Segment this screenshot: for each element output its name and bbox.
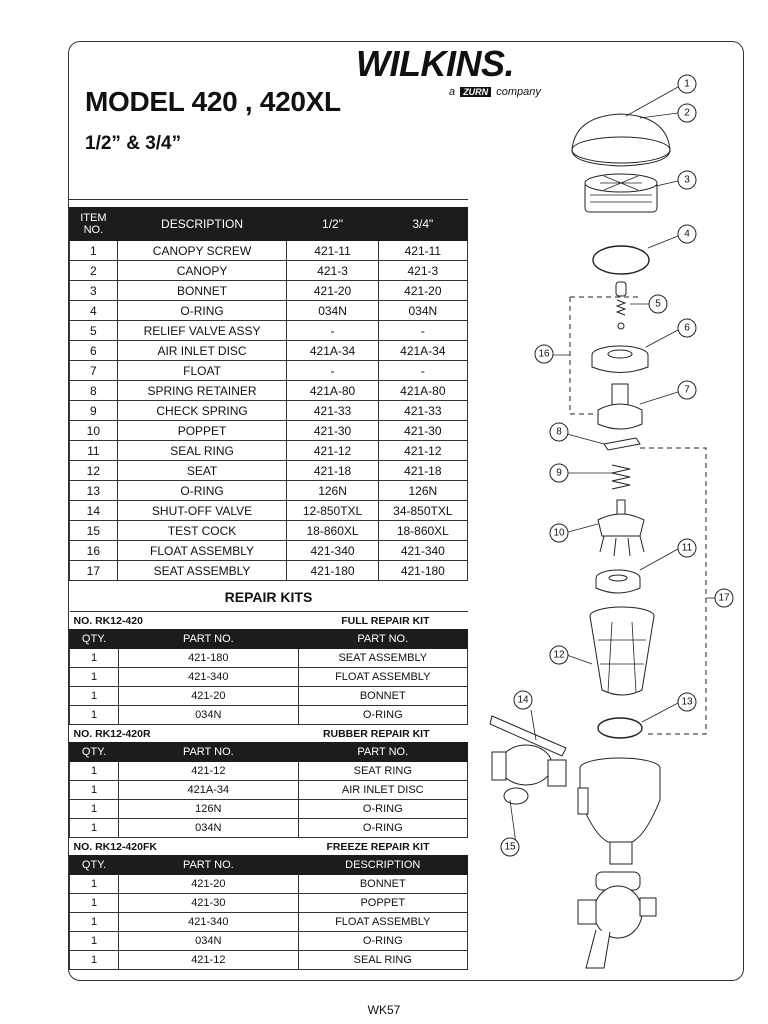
half-inch-part-cell: 421-340 <box>287 541 378 561</box>
three-quarter-part-cell: 421A-34 <box>378 341 467 361</box>
three-quarter-part-cell: 421-33 <box>378 401 467 421</box>
callout-label: 14 <box>517 694 529 706</box>
description-cell: O-RING <box>117 481 287 501</box>
item-no-cell: 7 <box>70 361 118 381</box>
kit-desc-cell: FLOAT ASSEMBLY <box>298 668 467 687</box>
lower-valve-handle <box>586 930 610 968</box>
float-stem <box>612 384 628 406</box>
callout-15 <box>501 838 519 856</box>
description-cell: RELIEF VALVE ASSY <box>117 321 287 341</box>
callout-11 <box>678 539 696 557</box>
item-no-cell: 5 <box>70 321 118 341</box>
description-cell: TEST COCK <box>117 521 287 541</box>
item-no-cell: 6 <box>70 341 118 361</box>
kit-desc-cell: O-RING <box>298 706 467 725</box>
kit-part-cell: 034N <box>119 932 298 951</box>
kit-desc-cell: O-RING <box>298 932 467 951</box>
table-row <box>70 441 468 461</box>
kit-header-row <box>70 612 468 630</box>
kit-part-cell: 421-340 <box>119 913 298 932</box>
callout-6 <box>678 319 696 337</box>
kit-part-cell: 034N <box>119 706 298 725</box>
item-no-cell: 11 <box>70 441 118 461</box>
relief-spring <box>617 300 625 315</box>
callout-9 <box>550 464 568 482</box>
kit-qty-cell: 1 <box>70 687 119 706</box>
half-inch-part-cell: - <box>287 321 378 341</box>
item-no-cell: 1 <box>70 241 118 261</box>
kit-row <box>70 706 468 725</box>
kit-qty-cell: 1 <box>70 668 119 687</box>
kit-number: NO. RK12-420 <box>70 612 299 630</box>
table-row <box>70 401 468 421</box>
kit-row <box>70 649 468 668</box>
kit-row <box>70 932 468 951</box>
kit-col-qty: QTY. <box>70 630 119 649</box>
document-code: WK57 <box>367 1003 401 1017</box>
description-cell: SEAL RING <box>117 441 287 461</box>
table-row <box>70 381 468 401</box>
zurn-logo: ZURN <box>460 87 491 97</box>
poppet-part <box>598 514 644 536</box>
callout-label: 1 <box>684 78 690 90</box>
kit-qty-cell: 1 <box>70 875 119 894</box>
kit-name: FREEZE REPAIR KIT <box>298 838 467 856</box>
kit-header-row <box>70 725 468 743</box>
brand-logo: WILKINS. <box>356 43 514 84</box>
table-row <box>70 261 468 281</box>
three-quarter-part-cell: 034N <box>378 301 467 321</box>
half-inch-part-cell: 12-850TXL <box>287 501 378 521</box>
three-quarter-part-cell: 421-3 <box>378 261 467 281</box>
kit-col-part: PART NO. <box>119 743 298 762</box>
callout-label: 8 <box>556 426 562 438</box>
kit-part-cell: 421-12 <box>119 951 298 970</box>
table-row <box>70 501 468 521</box>
callout-1 <box>678 75 696 93</box>
description-cell: FLOAT <box>117 361 287 381</box>
kit-name: FULL REPAIR KIT <box>298 612 467 630</box>
callout-17 <box>715 589 733 607</box>
kit-qty-cell: 1 <box>70 762 119 781</box>
callout-label: 7 <box>684 384 690 396</box>
half-inch-part-cell: 421-33 <box>287 401 378 421</box>
col-item-line1: ITEM <box>80 212 107 224</box>
col-half-inch: 1/2" <box>287 208 378 241</box>
half-inch-part-cell: 421-20 <box>287 281 378 301</box>
callout-label: 12 <box>553 649 565 661</box>
col-three-quarter-inch: 3/4" <box>378 208 467 241</box>
kit-col-qty: QTY. <box>70 743 119 762</box>
half-inch-part-cell: 421-18 <box>287 461 378 481</box>
callout-label: 5 <box>655 298 661 310</box>
three-quarter-part-cell: 126N <box>378 481 467 501</box>
three-quarter-part-cell: 421-30 <box>378 421 467 441</box>
description-cell: CHECK SPRING <box>117 401 287 421</box>
kit-desc-cell: O-RING <box>298 800 467 819</box>
lower-valve-inlet <box>578 900 596 924</box>
table-row <box>70 281 468 301</box>
item-no-cell: 9 <box>70 401 118 421</box>
item-no-cell: 12 <box>70 461 118 481</box>
kit-part-cell: 421-12 <box>119 762 298 781</box>
kit-row <box>70 687 468 706</box>
callout-label: 10 <box>553 527 565 539</box>
kit-row <box>70 819 468 838</box>
callout-5 <box>649 295 667 313</box>
test-cock-part <box>504 788 528 804</box>
table-row <box>70 561 468 581</box>
kit-part-cell: 421-30 <box>119 894 298 913</box>
callout-14 <box>514 691 532 709</box>
half-inch-part-cell: 421-180 <box>287 561 378 581</box>
kit-col-third: PART NO. <box>298 630 467 649</box>
callout-label: 2 <box>684 107 690 119</box>
col-item-line2: NO. <box>83 224 104 236</box>
kit-number: NO. RK12-420R <box>70 725 299 743</box>
shutoff-valve-part <box>500 745 552 785</box>
kit-desc-cell: SEAT ASSEMBLY <box>298 649 467 668</box>
kit-qty-cell: 1 <box>70 932 119 951</box>
description-cell: AIR INLET DISC <box>117 341 287 361</box>
poppet-legs <box>600 536 644 556</box>
callout-7 <box>678 381 696 399</box>
three-quarter-part-cell: 421-12 <box>378 441 467 461</box>
half-inch-part-cell: 126N <box>287 481 378 501</box>
kit-column-header-row <box>70 856 468 875</box>
item-no-cell: 3 <box>70 281 118 301</box>
table-row <box>70 461 468 481</box>
kit-qty-cell: 1 <box>70 706 119 725</box>
check-spring-part <box>612 465 630 489</box>
repair-kits-table <box>69 611 468 970</box>
kit-desc-cell: O-RING <box>298 819 467 838</box>
shutoff-outlet <box>548 760 566 786</box>
kit-column-header-row <box>70 743 468 762</box>
item-no-cell: 4 <box>70 301 118 321</box>
kit-row <box>70 762 468 781</box>
kit-name: RUBBER REPAIR KIT <box>298 725 467 743</box>
callout-label: 15 <box>504 841 516 853</box>
page-title: MODEL 420 , 420XL <box>85 86 341 117</box>
callout-label: 17 <box>718 592 730 604</box>
half-inch-part-cell: 421-30 <box>287 421 378 441</box>
kit-col-qty: QTY. <box>70 856 119 875</box>
half-inch-part-cell: 421-3 <box>287 261 378 281</box>
table-row <box>70 421 468 441</box>
kit-col-part: PART NO. <box>119 630 298 649</box>
kit-qty-cell: 1 <box>70 951 119 970</box>
col-description: DESCRIPTION <box>117 208 287 241</box>
kit-number: NO. RK12-420FK <box>70 838 299 856</box>
callout-label: 16 <box>538 348 550 360</box>
half-inch-part-cell: 034N <box>287 301 378 321</box>
group-17-bracket <box>640 448 706 734</box>
kit-desc-cell: BONNET <box>298 875 467 894</box>
table-row <box>70 321 468 341</box>
half-inch-part-cell: 421A-34 <box>287 341 378 361</box>
kit-desc-cell: FLOAT ASSEMBLY <box>298 913 467 932</box>
kit-row <box>70 781 468 800</box>
description-cell: SPRING RETAINER <box>117 381 287 401</box>
kit-part-cell: 421A-34 <box>119 781 298 800</box>
relief-ring <box>618 323 624 329</box>
description-cell: O-RING <box>117 301 287 321</box>
table-row <box>70 481 468 501</box>
kit-qty-cell: 1 <box>70 913 119 932</box>
callout-12 <box>550 646 568 664</box>
air-inlet-disc-hole <box>608 350 632 358</box>
header-divider <box>68 199 468 200</box>
o-ring-part-4 <box>593 246 649 274</box>
kit-col-third: DESCRIPTION <box>298 856 467 875</box>
description-cell: CANOPY SCREW <box>117 241 287 261</box>
table-row <box>70 361 468 381</box>
kit-desc-cell: SEAL RING <box>298 951 467 970</box>
relief-valve-part <box>616 282 626 296</box>
kit-part-cell: 421-340 <box>119 668 298 687</box>
kit-header-row <box>70 838 468 856</box>
half-inch-part-cell: 421A-80 <box>287 381 378 401</box>
table-row <box>70 541 468 561</box>
kit-part-cell: 034N <box>119 819 298 838</box>
three-quarter-part-cell: 18-860XL <box>378 521 467 541</box>
item-no-cell: 13 <box>70 481 118 501</box>
three-quarter-part-cell: 421-180 <box>378 561 467 581</box>
callout-16 <box>535 345 553 363</box>
kit-column-header-row <box>70 630 468 649</box>
col-item-no <box>70 208 118 241</box>
item-no-cell: 15 <box>70 521 118 541</box>
three-quarter-part-cell: - <box>378 361 467 381</box>
seal-ring-hole <box>609 575 627 581</box>
callout-label: 6 <box>684 322 690 334</box>
item-no-cell: 10 <box>70 421 118 441</box>
exploded-diagram <box>470 60 738 970</box>
brand-prefix: a <box>449 86 456 98</box>
description-cell: POPPET <box>117 421 287 441</box>
kit-qty-cell: 1 <box>70 649 119 668</box>
three-quarter-part-cell: 34-850TXL <box>378 501 467 521</box>
description-cell: SHUT-OFF VALVE <box>117 501 287 521</box>
kit-row <box>70 913 468 932</box>
callout-13 <box>678 693 696 711</box>
description-cell: SEAT ASSEMBLY <box>117 561 287 581</box>
half-inch-part-cell: 421-12 <box>287 441 378 461</box>
item-no-cell: 8 <box>70 381 118 401</box>
three-quarter-part-cell: - <box>378 321 467 341</box>
three-quarter-part-cell: 421-18 <box>378 461 467 481</box>
kit-col-third: PART NO. <box>298 743 467 762</box>
brand-suffix: company <box>496 86 541 98</box>
three-quarter-part-cell: 421-340 <box>378 541 467 561</box>
kit-part-cell: 421-20 <box>119 687 298 706</box>
description-cell: BONNET <box>117 281 287 301</box>
item-no-cell: 17 <box>70 561 118 581</box>
lower-valve-outlet <box>640 898 656 916</box>
kit-part-cell: 421-180 <box>119 649 298 668</box>
half-inch-part-cell: - <box>287 361 378 381</box>
kit-desc-cell: POPPET <box>298 894 467 913</box>
kit-row <box>70 668 468 687</box>
kit-col-part: PART NO. <box>119 856 298 875</box>
float-part <box>598 404 642 429</box>
half-inch-part-cell: 421-11 <box>287 241 378 261</box>
valve-body-part <box>580 768 660 842</box>
kit-desc-cell: AIR INLET DISC <box>298 781 467 800</box>
table-row <box>70 341 468 361</box>
kit-part-cell: 126N <box>119 800 298 819</box>
description-cell: FLOAT ASSEMBLY <box>117 541 287 561</box>
callout-8 <box>550 423 568 441</box>
lower-valve-body <box>594 886 642 938</box>
three-quarter-part-cell: 421-20 <box>378 281 467 301</box>
shutoff-inlet <box>492 752 506 780</box>
callout-3 <box>678 171 696 189</box>
seat-part <box>590 616 654 695</box>
description-cell: CANOPY <box>117 261 287 281</box>
kit-part-cell: 421-20 <box>119 875 298 894</box>
item-no-cell: 16 <box>70 541 118 561</box>
kit-desc-cell: SEAT RING <box>298 762 467 781</box>
page-subtitle: 1/2” & 3/4” <box>85 133 182 154</box>
three-quarter-part-cell: 421-11 <box>378 241 467 261</box>
table-row <box>70 301 468 321</box>
kit-qty-cell: 1 <box>70 800 119 819</box>
body-thread <box>610 842 632 864</box>
parts-header-row <box>70 208 468 241</box>
kit-desc-cell: BONNET <box>298 687 467 706</box>
body-port <box>578 788 588 814</box>
callout-label: 3 <box>684 174 690 186</box>
parts-table <box>69 207 468 581</box>
callout-10 <box>550 524 568 542</box>
kit-row <box>70 894 468 913</box>
three-quarter-part-cell: 421A-80 <box>378 381 467 401</box>
callout-4 <box>678 225 696 243</box>
kit-row <box>70 800 468 819</box>
canopy-part <box>572 114 670 166</box>
half-inch-part-cell: 18-860XL <box>287 521 378 541</box>
table-row <box>70 241 468 261</box>
kit-qty-cell: 1 <box>70 894 119 913</box>
description-cell: SEAT <box>117 461 287 481</box>
item-no-cell: 14 <box>70 501 118 521</box>
callout-label: 11 <box>681 542 693 554</box>
repair-kits-title: REPAIR KITS <box>224 589 313 605</box>
item-no-cell: 2 <box>70 261 118 281</box>
kit-row <box>70 951 468 970</box>
table-row <box>70 521 468 541</box>
kit-qty-cell: 1 <box>70 781 119 800</box>
kit-row <box>70 875 468 894</box>
spring-retainer-part <box>604 438 640 450</box>
callout-label: 13 <box>681 696 693 708</box>
kit-qty-cell: 1 <box>70 819 119 838</box>
callout-label: 9 <box>556 467 562 479</box>
callout-label: 4 <box>684 228 690 240</box>
callout-2 <box>678 104 696 122</box>
o-ring-part-13 <box>598 718 642 738</box>
